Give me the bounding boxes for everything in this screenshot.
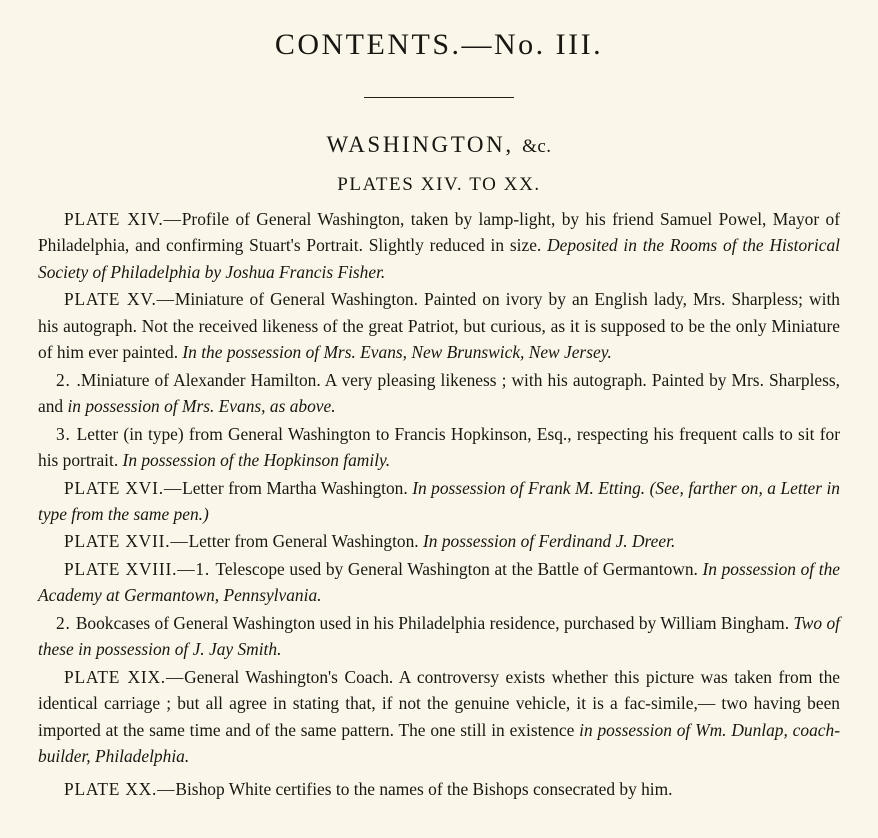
entry-label: 2. xyxy=(56,612,76,633)
contents-entry-plate-18 xyxy=(38,556,840,609)
entry-attribution: In possession of Frank M. Etting. (See, farther on, a Letter in type from the same pen.) xyxy=(38,477,840,524)
section-heading-suffix: &c. xyxy=(522,136,552,157)
entry-text: Bookcases of General Washington used in his Philadelphia residence, purchased by William Bingham. xyxy=(75,612,794,633)
contents-entry-plate-19 xyxy=(38,664,840,770)
document-page xyxy=(0,28,878,838)
section-heading xyxy=(38,132,840,158)
entry-label: PLATE XIX.— xyxy=(64,666,185,687)
entry-text: General Washington's Coach. A controversy exists whether this picture was taken from the identical carriage ; but all agree in stating that, if not the genuine vehicle, it is a fac-simile,— two having been imported at the same time and of the same pattern. The one still in existence xyxy=(38,666,840,740)
entry-label: 2. xyxy=(56,369,77,390)
entry-attribution: In possession of the Academy at Germantown, Pennsylvania. xyxy=(38,558,840,606)
contents-entry-plate-15-item-2 xyxy=(38,367,840,420)
entry-label: PLATE XVIII.—1. xyxy=(64,558,216,579)
contents-entry-plate-18-item-2 xyxy=(38,610,840,663)
entry-attribution: In possession of Ferdinand J. Dreer. xyxy=(423,531,676,552)
entry-text: Letter from Martha Washington. xyxy=(182,477,413,498)
entry-label: PLATE XVII.— xyxy=(64,531,189,552)
horizontal-rule-icon xyxy=(364,97,514,98)
entry-label: PLATE XV.— xyxy=(64,289,175,310)
page-title-text: CONTENTS.—No. III. xyxy=(274,28,604,61)
entry-label: PLATE XVI.— xyxy=(64,477,183,498)
entry-label: PLATE XIV.— xyxy=(64,209,182,229)
contents-entry-plate-15 xyxy=(38,286,840,365)
entry-attribution: In the possession of Mrs. Evans, New Brunswick, New Jersey. xyxy=(182,342,612,363)
contents-entry-plate-14 xyxy=(38,206,840,285)
contents-entry-plate-16 xyxy=(38,475,840,528)
entry-attribution: In possession of the Hopkinson family. xyxy=(122,450,391,471)
contents-entry-plate-15-item-3 xyxy=(38,421,840,474)
entry-text: Profile of General Washington, taken by lamp-light, by his friend Samuel Powel, Mayor of Philadelphia, and confirming Stuart's Portrait. Slightly reduced in size. xyxy=(38,209,840,256)
entry-label: PLATE XX.— xyxy=(64,778,176,799)
entry-text: Letter from General Washington. xyxy=(188,531,423,552)
entry-text: Miniature of General Washington. Painted on ivory by an English lady, Mrs. Sharpless; with his autograph. Not the received likeness of the great Patriot, but curious, as it is supposed to be the only Miniature of him ever painted. xyxy=(38,289,840,363)
entry-attribution: in possession of Mrs. Evans, as above. xyxy=(67,396,336,417)
entry-attribution: Deposited in the Rooms of the Historical Society of Philadelphia by Joshua Francis Fisher. xyxy=(38,235,840,282)
entry-text: Telescope used by General Washington at the Battle of Germantown. xyxy=(215,558,703,579)
section-heading-text: WASHINGTON, xyxy=(326,132,514,157)
entry-text: Letter (in type) from General Washington to Francis Hopkinson, Esq., respecting his frequent calls to sit for his portrait. xyxy=(38,423,840,471)
entry-label: 3. xyxy=(56,423,77,444)
plates-range-heading: PLATES XIV. TO XX. xyxy=(337,174,541,195)
entry-text: .Miniature of Alexander Hamilton. A very pleasing likeness ; with his autograph. Painted by Mrs. Sharpless, and xyxy=(38,369,840,417)
contents-entry-plate-20 xyxy=(38,776,840,802)
entry-text: Bishop White certifies to the names of the Bishops consecrated by him. xyxy=(175,778,673,799)
title-divider xyxy=(38,88,840,106)
entry-attribution: Two of these in possession of J. Jay Smith. xyxy=(38,612,840,660)
page-title xyxy=(38,28,840,62)
contents-entry-plate-17 xyxy=(38,528,840,554)
entry-attribution: in possession of Wm. Dunlap, coach-builder, Philadelphia. xyxy=(38,719,840,767)
